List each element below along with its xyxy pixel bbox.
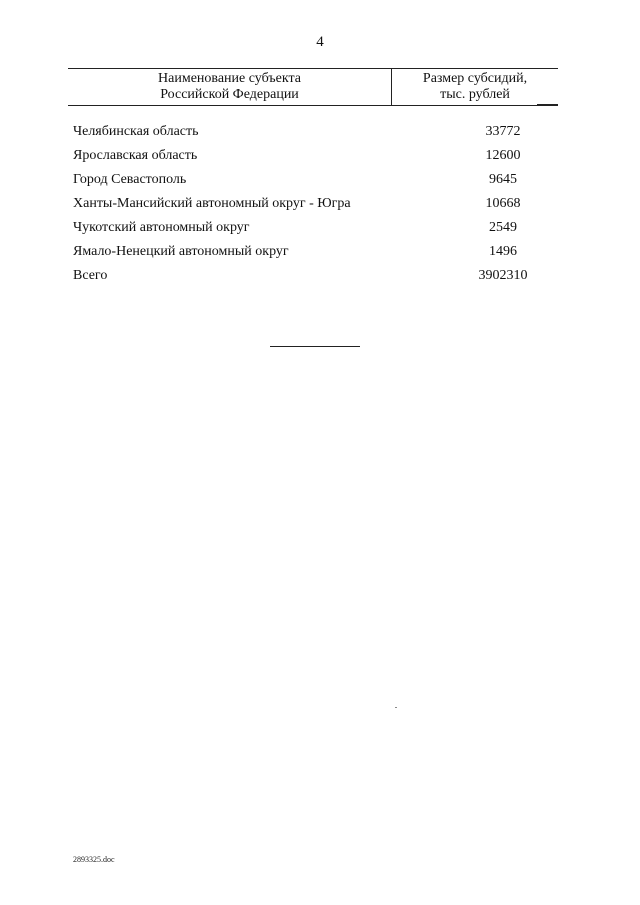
table-row	[73, 216, 553, 240]
table-row	[73, 144, 553, 168]
document-file-reference: 2893325.doc	[73, 855, 115, 864]
end-of-document-line	[270, 346, 360, 347]
row-subsidy-value: 10668	[485, 196, 521, 211]
row-subject-name: Ямало-Ненецкий автономный округ	[73, 244, 289, 259]
row-subsidy-value: 9645	[489, 172, 517, 187]
table-header	[68, 68, 558, 106]
header-subject-name-line2: Российской Федерации	[160, 87, 299, 102]
header-subject-name-line1: Наименование субъекта	[158, 71, 301, 86]
table-row	[73, 168, 553, 192]
table-row	[73, 120, 553, 144]
row-subsidy-value: 33772	[485, 124, 521, 139]
header-underline-mark	[537, 104, 558, 105]
table-row	[73, 192, 553, 216]
table-body	[73, 120, 553, 288]
header-subsidy-amount	[392, 71, 558, 103]
row-total-label: Всего	[73, 268, 108, 283]
header-subsidy-amount-line1: Размер субсидий,	[422, 71, 528, 86]
row-subsidy-value: 12600	[485, 148, 521, 163]
table-row-total	[73, 264, 553, 288]
row-subject-name: Чукотский автономный округ	[73, 220, 250, 235]
row-subject-name: Ханты-Мансийский автономный округ - Югра	[73, 196, 351, 211]
header-subject-name	[68, 71, 391, 103]
row-subject-name: Город Севастополь	[73, 172, 187, 187]
row-total-value: 3902310	[478, 268, 528, 283]
row-subject-name: Челябинская область	[73, 124, 199, 139]
row-subsidy-value: 2549	[489, 220, 517, 235]
row-subsidy-value: 1496	[489, 244, 517, 259]
scan-speck	[395, 707, 397, 708]
page-number: 4	[316, 34, 324, 50]
table-row	[73, 240, 553, 264]
header-subsidy-amount-line2: тыс. рублей	[440, 87, 510, 102]
row-subject-name: Ярославская область	[73, 148, 198, 163]
